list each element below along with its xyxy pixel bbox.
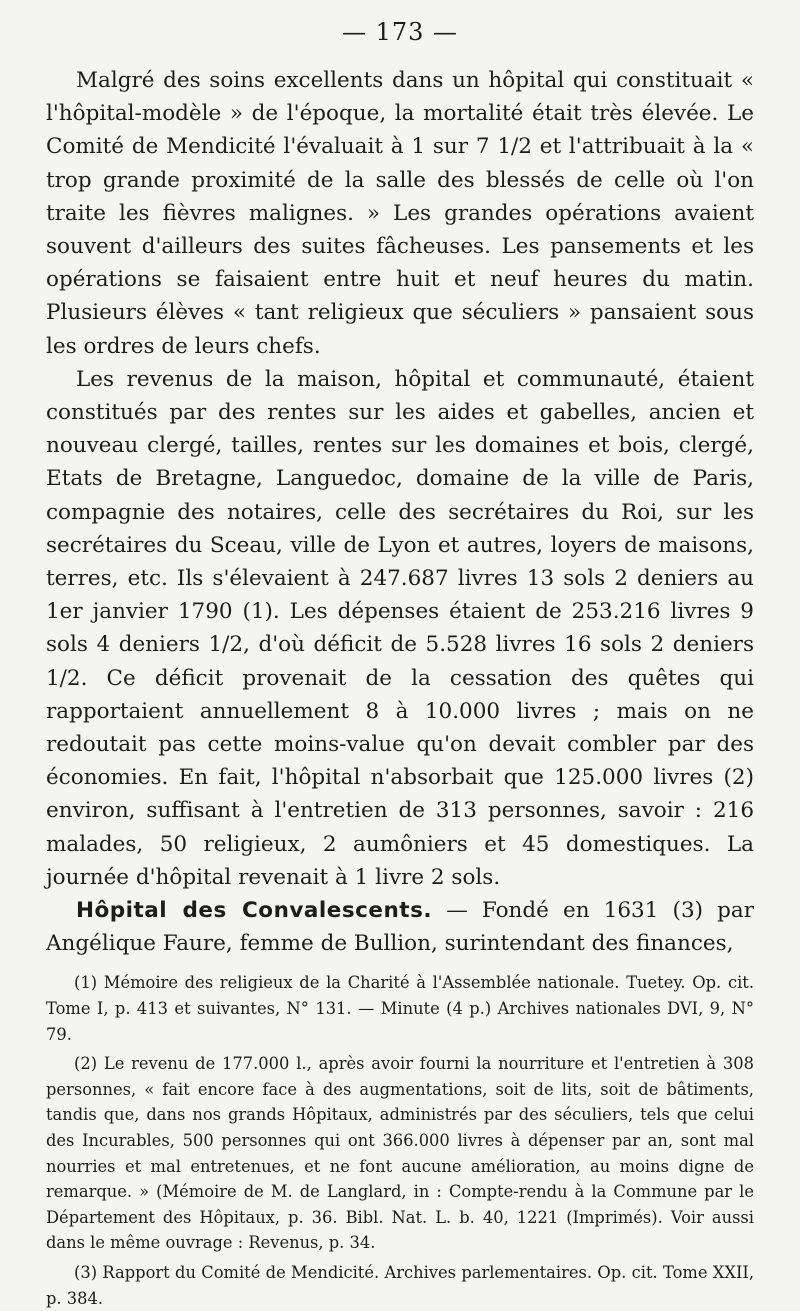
page-number: — 173 — <box>341 18 459 46</box>
footnote-1: (1) Mémoire des religieux de la Charité à l'Assemblée nationale. Tuetey. Op. cit. Tome I, p. 413 et suivantes, N° 131. — Minute (4 p.) Archives nationales DVI, 9, N° 79. <box>46 973 754 1044</box>
section-heading: Hôpital des Convalescents. <box>76 898 433 924</box>
footnote-3: (3) Rapport du Comité de Mendicité. Archives parlementaires. Op. cit. Tome XXII, p. 384. <box>46 1263 754 1308</box>
paragraph-revenues: Les revenus de la maison, hôpital et communauté, étaient constitués par des rentes sur les aides et gabelles, ancien et nouveau clergé, tailles, rentes sur les domaines et bois, clergé, Etats de Bretagne, Languedoc, domaine de la ville de Paris, compagnie des notaires, celle des secrétaires du Roi, sur les secrétaires du Sceau, ville de Lyon et autres, loyers de maisons, terres, etc. Ils s'élevaient à 247.687 livres 13 sols 2 deniers au 1er janvier 1790 (1). Les dépenses étaient de 253.216 livres 9 sols 4 deniers 1/2, d'où déficit de 5.528 livres 16 sols 2 deniers 1/2. Ce déficit provenait de la cessation des quêtes qui rapportaient annuellement 8 à 10.000 livres ; mais on ne redoutait pas cette moins-value qu'on devait combler par des économies. En fait, l'hôpital n'absorbait que 125.000 livres (2) environ, suffisant à l'entretien de 313 personnes, savoir : 216 malades, 50 religieux, 2 aumôniers et 45 domestiques. La journée d'hôpital revenait à 1 livre 2 sols. <box>46 366 754 890</box>
footnotes <box>46 970 754 1311</box>
section-text: — Fondé en 1631 (3) par Angélique Faure, femme de Bullion, surintendant des finances, <box>46 898 755 957</box>
footnote-2: (2) Le revenu de 177.000 l., après avoir fourni la nourriture et l'entretien à 308 personnes, « fait encore face à des augmentations, soit de lits, soit de bâtiments, tandis que, dans nos grands Hôpitaux, administrés par des séculiers, tels que celui des Incurables, 500 personnes qui ont 366.000 livres à dépenser par an, sont mal nourries et mal entretenues, et ne font aucune amélioration, au moins digne de remarque. » (Mémoire de M. de Langlard, in : Compte-rendu à la Commune par le Département des Hôpitaux, p. 36. Bibl. Nat. L. b. 40, 1221 (Imprimés). Voir aussi dans le même ouvrage : Revenus, p. 34. <box>46 1054 754 1253</box>
paragraph-mortality: Malgré des soins excellents dans un hôpital qui constituait « l'hôpital-modèle » de l'époque, la mortalité était très élevée. Le Comité de Mendicité l'évaluait à 1 sur 7 1/2 et l'attribuait à la « trop grande proximité de la salle des blessés de celle où l'on traite les fièvres malignes. » Les grandes opérations avaient souvent d'ailleurs des suites fâcheuses. Les pansements et les opérations se faisaient entre huit et neuf heures du matin. Plusieurs élèves « tant religieux que séculiers » pansaient sous les ordres de leurs chefs. <box>46 68 754 359</box>
section-convalescents <box>46 894 754 960</box>
